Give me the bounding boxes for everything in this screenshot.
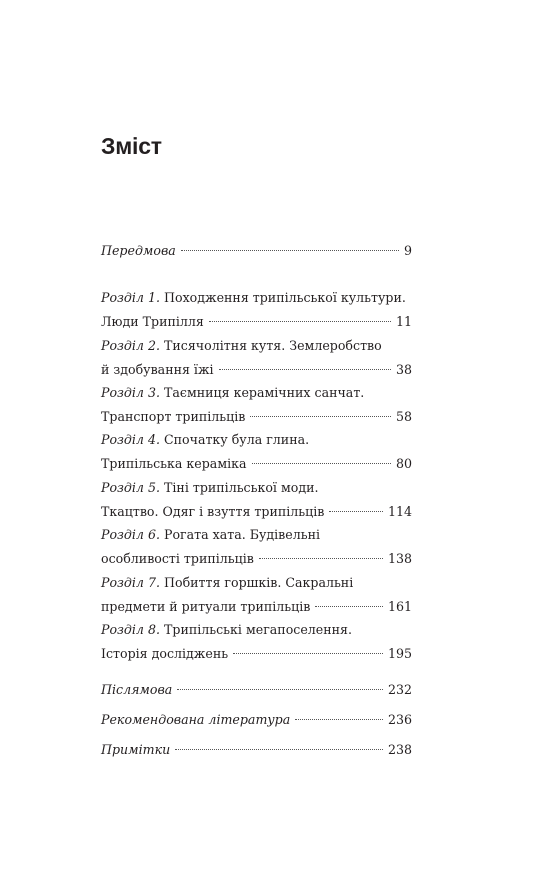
chapter-label: Розділ 6. <box>101 527 160 542</box>
page-number: 238 <box>387 742 412 757</box>
chapter-label: Розділ 5. <box>101 480 160 495</box>
chapter-label: Розділ 7. <box>101 575 160 590</box>
dot-leader <box>295 719 383 720</box>
chapter-title-line-2: особливості трипільців <box>101 551 254 566</box>
dot-leader <box>177 689 383 690</box>
toc-entry-title: Примітки <box>101 742 171 757</box>
dot-leader <box>181 250 399 251</box>
chapter-title-line-1: Побиття горшків. Сакральні <box>164 575 354 590</box>
chapter-label: Розділ 1. <box>101 290 160 305</box>
chapter-title-line-1: Тисячолітня кутя. Землеробство <box>164 338 382 353</box>
chapter-title-line-1: Таємниця керамічних санчат. <box>164 385 365 400</box>
page-number: 58 <box>395 409 412 424</box>
dot-leader <box>329 511 383 512</box>
toc-entry-afterword[interactable] <box>101 678 412 702</box>
page-number: 80 <box>395 456 412 471</box>
toc-entry-chapter-5[interactable] <box>101 476 412 524</box>
chapter-title-line-1: Трипільські мегапоселення. <box>164 622 352 637</box>
chapter-title-line-1: Рогата хата. Будівельні <box>164 527 321 542</box>
dot-leader <box>209 321 391 322</box>
toc-entry-title: Передмова <box>101 243 176 258</box>
toc-entry-chapter-4[interactable] <box>101 428 412 476</box>
toc-entry-preface[interactable] <box>101 239 412 263</box>
chapter-title-line-1: Тіні трипільської моди. <box>164 480 319 495</box>
toc-entry-chapter-3[interactable] <box>101 381 412 429</box>
toc-entry-chapter-7[interactable] <box>101 571 412 619</box>
dot-leader <box>259 558 383 559</box>
chapter-label: Розділ 2. <box>101 338 160 353</box>
chapter-title-line-2: Люди Трипілля <box>101 314 204 329</box>
page-number: 195 <box>387 646 412 661</box>
dot-leader <box>250 416 391 417</box>
page-number: 9 <box>403 243 412 258</box>
toc-entry-chapter-1[interactable] <box>101 286 412 334</box>
toc-entry-chapter-8[interactable] <box>101 618 412 666</box>
dot-leader <box>315 606 383 607</box>
dot-leader <box>233 653 383 654</box>
chapter-label: Розділ 4. <box>101 432 160 447</box>
page-number: 236 <box>387 712 412 727</box>
chapter-title-line-2: Транспорт трипільців <box>101 409 246 424</box>
page-number: 161 <box>387 599 412 614</box>
chapter-title-line-2: й здобування їжі <box>101 362 214 377</box>
chapter-label: Розділ 8. <box>101 622 160 637</box>
page-number: 11 <box>395 314 412 329</box>
chapter-label: Розділ 3. <box>101 385 160 400</box>
dot-leader <box>219 369 391 370</box>
page-number: 114 <box>387 504 412 519</box>
toc-entry-title: Рекомендована література <box>101 712 291 727</box>
page-number: 138 <box>387 551 412 566</box>
toc-entry-title: Післямова <box>101 682 173 697</box>
chapter-title-line-1: Походження трипільської культури. <box>164 290 406 305</box>
chapter-title-line-2: Ткацтво. Одяг і взуття трипільців <box>101 504 325 519</box>
chapter-title-line-2: Трипільська кераміка <box>101 456 247 471</box>
chapter-title-line-2: Історія досліджень <box>101 646 229 661</box>
page-number: 38 <box>395 362 412 377</box>
chapter-title-line-2: предмети й ритуали трипільців <box>101 599 311 614</box>
page-number: 232 <box>387 682 412 697</box>
toc-entry-chapter-2[interactable] <box>101 334 412 382</box>
dot-leader <box>252 463 391 464</box>
chapter-title-line-1: Спочатку була глина. <box>164 432 310 447</box>
toc-entry-chapter-6[interactable] <box>101 523 412 571</box>
toc-entry-recommended-literature[interactable] <box>101 708 412 732</box>
page-title: Зміст <box>101 133 162 159</box>
toc-entry-notes[interactable] <box>101 738 412 762</box>
dot-leader <box>175 749 383 750</box>
